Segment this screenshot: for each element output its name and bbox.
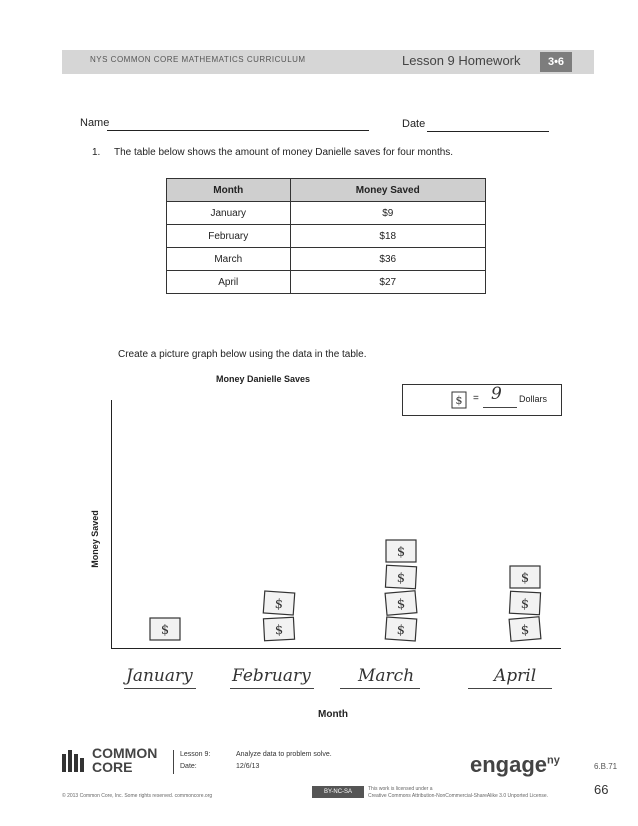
month-label-february: February <box>232 666 311 686</box>
cell-month: January <box>167 202 291 225</box>
svg-text:$: $ <box>396 622 406 639</box>
footer-lesson-label: Lesson 9: <box>180 751 211 758</box>
svg-text:$: $ <box>396 545 406 560</box>
instruction-text: Create a picture graph below using the data in the table. <box>118 349 367 360</box>
page-code: 6.B.71 <box>594 762 618 771</box>
footer-date-label: Date: <box>180 763 197 770</box>
key-value: 9 <box>491 384 502 404</box>
common-core-logo-icon <box>62 750 84 772</box>
engage-ny-logo <box>470 752 560 778</box>
svg-text:$: $ <box>520 596 530 613</box>
cell-money: $27 <box>290 271 486 294</box>
month-label-march: March <box>358 666 415 686</box>
dollar-bill-symbol <box>385 565 416 589</box>
dollar-bill-symbol <box>385 591 417 616</box>
svg-text:$: $ <box>396 596 406 613</box>
question-number: 1. <box>92 147 101 158</box>
column-header-money: Money Saved <box>290 179 486 202</box>
curriculum-title: NYS COMMON CORE MATHEMATICS CURRICULUM <box>90 55 306 64</box>
x-axis-label: Month <box>318 709 348 720</box>
y-axis-label: Money Saved <box>90 510 100 568</box>
dollar-bill-symbol <box>150 618 180 640</box>
svg-text:$: $ <box>274 596 284 613</box>
dollar-bill-symbol <box>263 617 294 641</box>
svg-text:$: $ <box>520 571 530 586</box>
dollar-bill-symbol <box>386 540 416 562</box>
license-line-2: Creative Commons Attribution-NonCommercial-ShareAlike 3.0 Unported License. <box>368 793 549 799</box>
license-line-1: This work is licensed under a <box>368 786 433 792</box>
topic-badge: 3•6 <box>540 52 572 72</box>
svg-text:$: $ <box>520 622 530 639</box>
dollar-bill-symbol <box>509 617 541 642</box>
name-label: Name <box>80 117 110 129</box>
svg-text:$: $ <box>274 622 284 639</box>
month-line <box>124 688 196 689</box>
svg-text:$: $ <box>396 570 406 587</box>
engage-text: engage <box>470 752 548 777</box>
footer-values <box>236 749 332 773</box>
month-line <box>468 688 552 689</box>
question-text: The table below shows the amount of money Danielle saves for four months. <box>114 147 454 158</box>
page-number: 66 <box>594 782 609 797</box>
footer-date-value: 12/6/13 <box>236 763 260 770</box>
brand-line-2: CORE <box>92 759 133 775</box>
dollar-bill-symbol <box>510 566 540 588</box>
brand-line-1: COMMON <box>92 745 158 761</box>
month-label-april: April <box>494 666 537 686</box>
cell-money: $9 <box>290 202 486 225</box>
lesson-title: Lesson 9 Homework <box>402 53 521 68</box>
cell-month: April <box>167 271 291 294</box>
footer-lesson-desc: Analyze data to problem solve. <box>236 751 332 758</box>
key-symbol: $ <box>455 394 463 407</box>
month-label-january: January <box>126 666 193 686</box>
footer-divider <box>173 750 174 774</box>
date-label: Date <box>402 118 426 130</box>
dollar-bill-symbol <box>509 591 540 615</box>
key-unit: Dollars <box>519 394 548 404</box>
dollar-bill-symbol <box>385 617 416 641</box>
creative-commons-badge: BY-NC-SA <box>312 786 364 798</box>
cell-month: March <box>167 248 291 271</box>
svg-text:$: $ <box>160 623 170 638</box>
cell-money: $36 <box>290 248 486 271</box>
license-text <box>368 786 548 800</box>
engage-sup: ny <box>547 754 560 767</box>
footer-labels <box>180 749 210 773</box>
graph-title: Money Danielle Saves <box>216 374 311 384</box>
month-line <box>230 688 314 689</box>
common-core-brand <box>92 746 157 774</box>
month-line <box>340 688 420 689</box>
cell-month: February <box>167 225 291 248</box>
dollar-bill-symbol <box>263 591 294 615</box>
cell-money: $18 <box>290 225 486 248</box>
column-header-month: Month <box>167 179 291 202</box>
key-equals: = <box>473 393 479 404</box>
copyright-text: © 2013 Common Core, Inc. Some rights reserved. commoncore.org <box>62 793 213 799</box>
